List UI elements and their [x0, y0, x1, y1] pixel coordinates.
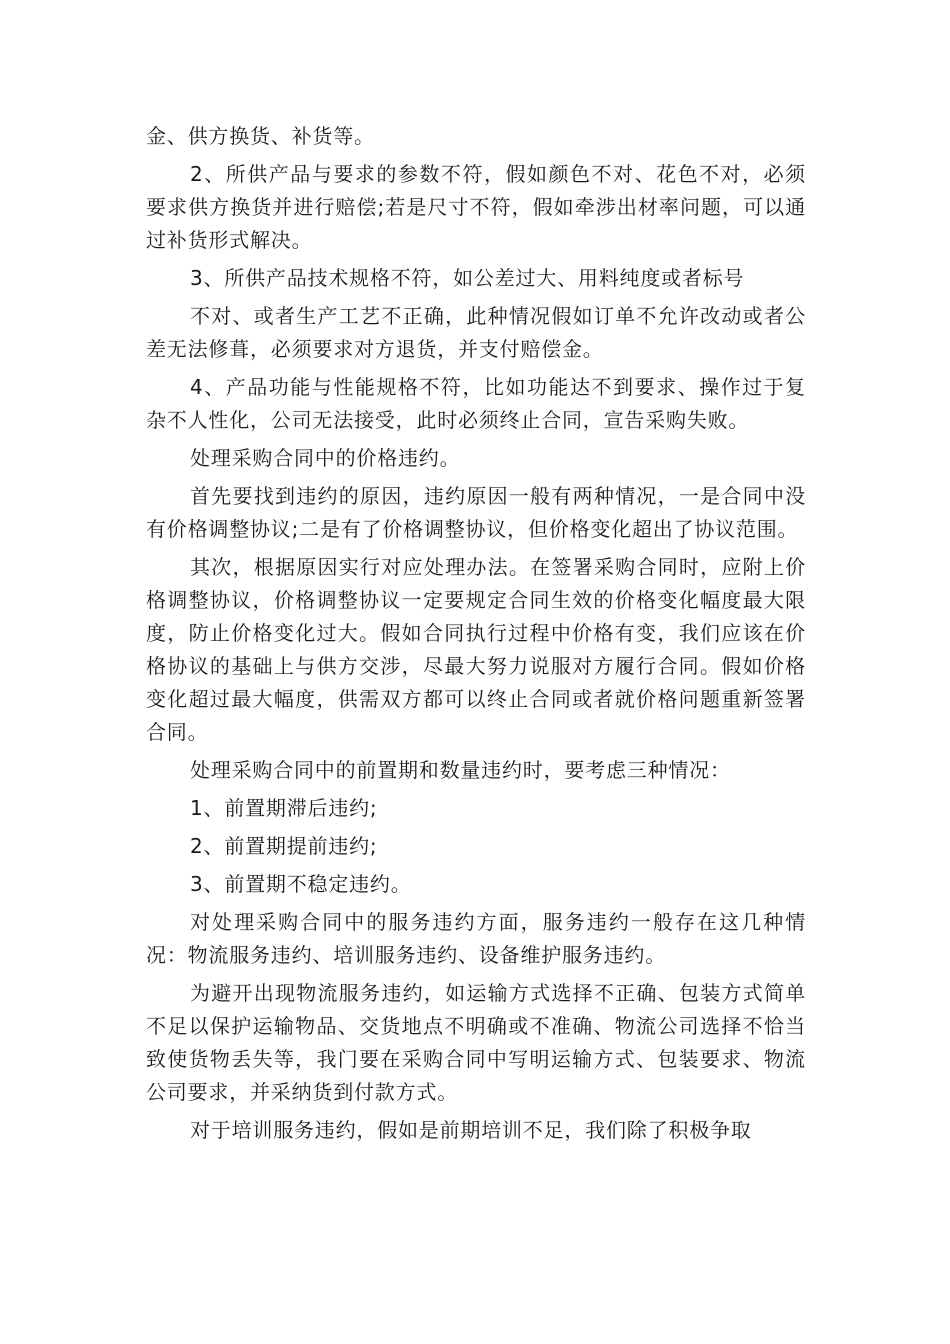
paragraph: 金、供方换货、补货等。	[146, 124, 375, 148]
paragraph: 首先要找到违约的原因，违约原因一般有两种情况，一是合同中没有价格调整协议;二是有了价格调整协议，但价格变化超出了协议范围。	[146, 484, 806, 541]
paragraph: 其次，根据原因实行对应处理办法。在签署采购合同时，应附上价格调整协议，价格调整协议一定要规定合同生效的价格变化幅度最大限度，防止价格变化过大。假如合同执行过程中价格有变，我们应该在价格协议的基础上与供方交涉，尽最大努力说服对方履行合同。假如价格变化超过最大幅度，供需双方都可以终止合同或者就价格问题重新签署合同。	[146, 555, 806, 744]
paragraph: 对处理采购合同中的服务违约方面，服务违约一般存在这几种情况：物流服务违约、培训服务违约、设备维护服务违约。	[146, 910, 806, 967]
paragraph: 处理采购合同中的前置期和数量违约时，要考虑三种情况：	[190, 758, 731, 782]
list-item: 2、前置期提前违约;	[190, 834, 378, 858]
list-item: 1、前置期滞后违约;	[190, 796, 378, 820]
paragraph: 2、所供产品与要求的参数不符，假如颜色不对、花色不对，必须要求供方换货并进行赔偿;若是尺寸不符，假如牵涉出材率问题，可以通过补货形式解决。	[146, 162, 806, 252]
paragraph: 处理采购合同中的价格违约。	[190, 446, 461, 470]
list-item: 3、前置期不稳定违约。	[190, 872, 412, 896]
paragraph: 为避开出现物流服务违约，如运输方式选择不正确、包装方式简单不足以保护运输物品、交货地点不明确或不准确、物流公司选择不恰当致使货物丢失等，我门要在采购合同中写明运输方式、包装要求、物流公司要求，并采纳货到付款方式。	[146, 981, 806, 1104]
paragraph: 4、产品功能与性能规格不符，比如功能达不到要求、操作过于复杂不人性化，公司无法接受，此时必须终止合同，宣告采购失败。	[146, 375, 806, 432]
paragraph: 不对、或者生产工艺不正确，此种情况假如订单不允许改动或者公差无法修葺，必须要求对方退货，并支付赔偿金。	[146, 304, 806, 361]
paragraph: 对于培训服务违约，假如是前期培训不足，我们除了积极争取	[190, 1118, 752, 1142]
paragraph: 3、所供产品技术规格不符，如公差过大、用料纯度或者标号	[190, 266, 745, 290]
document-body	[146, 120, 806, 1152]
